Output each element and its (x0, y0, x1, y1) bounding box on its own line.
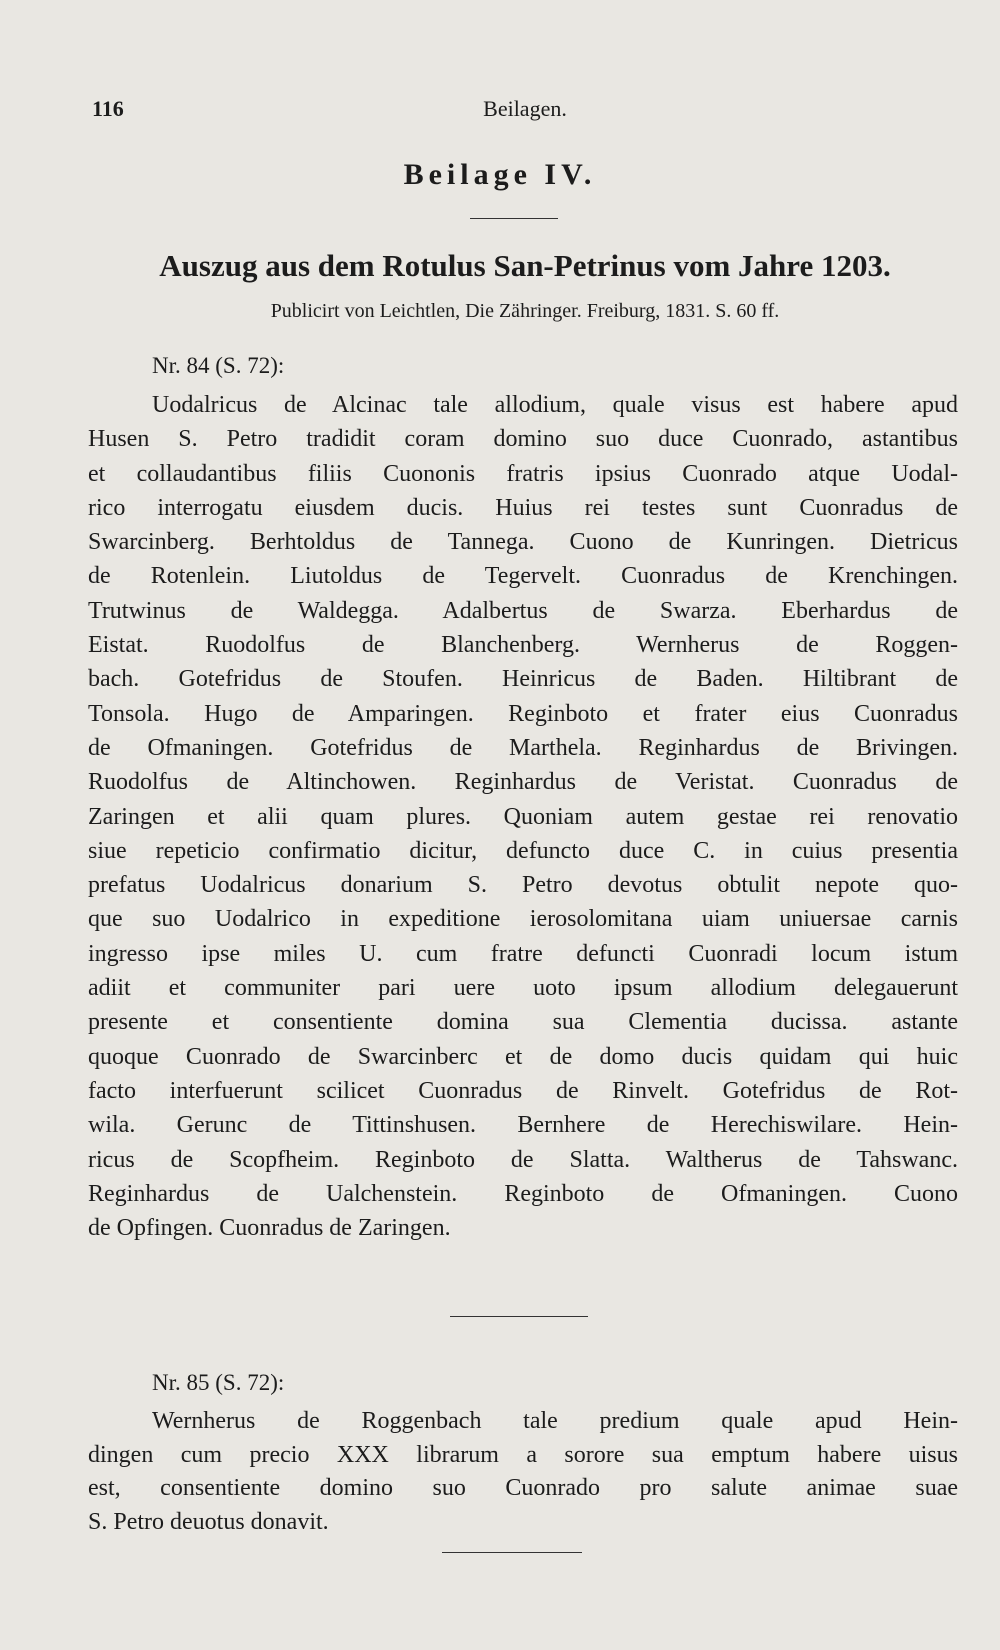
text-line: siue repeticio confirmatio dicitur, defuncto duce C. in cuius presentia (88, 837, 958, 864)
text-line: presente et consentiente domina sua Clementia ducissa. astante (88, 1009, 958, 1036)
text-line: Uodalricus de Alcinac tale allodium, quale visus est habere apud (152, 392, 958, 418)
supplement-title: Beilage IV. (403, 158, 597, 191)
text-line: Wernherus de Roggenbach tale predium quale apud Hein- (152, 1408, 958, 1434)
text-line: Husen S. Petro tradidit coram domino suo duce Cuonrado, astantibus (88, 426, 958, 453)
text-line: est, consentiente domino suo Cuonrado pro salute animae suae (88, 1475, 958, 1501)
text-line: que suo Uodalrico in expeditione ierosolomitana uiam uniuersae carnis (88, 906, 958, 933)
text-line: Zaringen et alii quam plures. Quoniam autem gestae rei renovatio (88, 803, 958, 830)
main-title: Auszug aus dem Rotulus San-Petrinus vom Jahre 1203. (159, 248, 891, 283)
text-line: prefatus Uodalricus donarium S. Petro devotus obtulit nepote quo- (88, 872, 958, 899)
divider-rule (450, 1316, 588, 1317)
entry-85-text (88, 1405, 958, 1539)
text-line: Reginhardus de Ualchenstein. Reginboto de Ofmaningen. Cuono (88, 1180, 958, 1207)
text-line: de Rotenlein. Liutoldus de Tegervelt. Cuonradus de Krenchingen. (88, 563, 958, 590)
text-line: dingen cum precio XXX librarum a sorore sua emptum habere uisus (88, 1441, 958, 1468)
entry-84-text (88, 388, 958, 1245)
text-line: ingresso ipse miles U. cum fratre defuncti Cuonradi locum istum (88, 940, 958, 967)
text-line: de Ofmaningen. Gotefridus de Marthela. Reginhardus de Brivingen. (88, 734, 958, 761)
text-line: ricus de Scopfheim. Reginboto de Slatta. Waltherus de Tahswanc. (88, 1146, 958, 1173)
text-line: facto interfuerunt scilicet Cuonradus de Rinvelt. Gotefridus de Rot- (88, 1077, 958, 1104)
text-line: de Opfingen. Cuonradus de Zaringen. (88, 1215, 451, 1242)
text-line: bach. Gotefridus de Stoufen. Heinricus de Baden. Hiltibrant de (88, 666, 958, 693)
text-line: S. Petro deuotus donavit. (88, 1508, 329, 1535)
text-line: et collaudantibus filiis Cuononis fratris ipsius Cuonrado atque Uodal- (88, 460, 958, 487)
divider-rule (442, 1552, 582, 1553)
citation: Publicirt von Leichtlen, Die Zähringer. Freiburg, 1831. S. 60 ff. (270, 300, 780, 322)
divider-rule (470, 218, 558, 219)
text-line: wila. Gerunc de Tittinshusen. Bernhere de Herechiswilare. Hein- (88, 1112, 958, 1139)
page-number: 116 (92, 96, 124, 121)
text-line: Ruodolfus de Altinchowen. Reginhardus de Veristat. Cuonradus de (88, 769, 958, 796)
entry-84-heading: Nr. 84 (S. 72): (152, 353, 285, 378)
text-line: Trutwinus de Waldegga. Adalbertus de Swarza. Eberhardus de (88, 597, 958, 624)
text-line: rico interrogatu eiusdem ducis. Huius rei testes sunt Cuonradus de (88, 494, 958, 521)
text-line: Eistat. Ruodolfus de Blanchenberg. Wernherus de Roggen- (88, 632, 958, 659)
page-header (92, 96, 958, 132)
text-line: Tonsola. Hugo de Amparingen. Reginboto et frater eius Cuonradus (88, 700, 958, 727)
entry-85-heading: Nr. 85 (S. 72): (152, 1370, 285, 1395)
text-line: Swarcinberg. Berhtoldus de Tannega. Cuono de Kunringen. Dietricus (88, 529, 958, 556)
running-head: Beilagen. (483, 96, 567, 121)
text-line: adiit et communiter pari uere uoto ipsum allodium delegauerunt (88, 975, 958, 1002)
text-line: quoque Cuonrado de Swarcinberc et de domo ducis quidam qui huic (88, 1043, 958, 1070)
